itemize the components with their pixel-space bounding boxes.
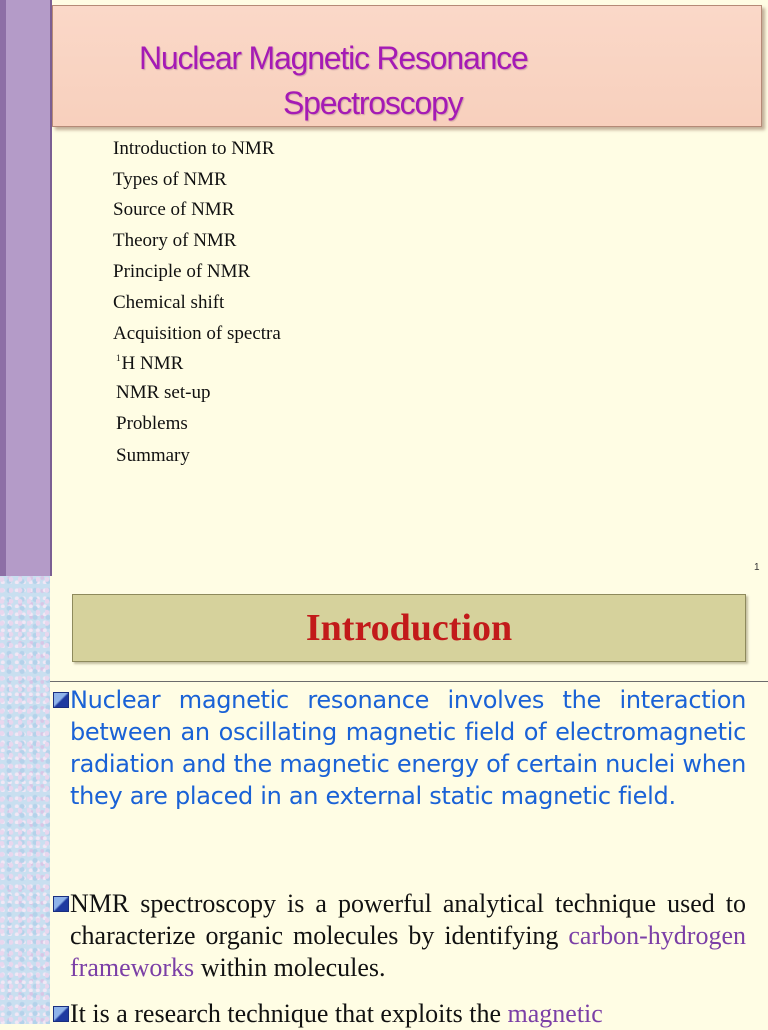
paragraph-2-text: NMR spectroscopy is a powerful analytical technique used to characterize organic molecules by identifying (70, 889, 746, 950)
slide-2-sidebar (0, 576, 50, 1024)
toc-item: Chemical shift (113, 292, 225, 313)
title-box (52, 5, 762, 127)
page-number: 1 (754, 562, 760, 573)
toc-item: Types of NMR (113, 169, 227, 190)
square-bullet-icon (53, 692, 69, 708)
paragraph-2 (70, 888, 746, 984)
paragraph-3 (70, 998, 746, 1030)
superscript: 1 (116, 353, 121, 363)
section-heading: Introduction (305, 607, 513, 649)
toc-item: Problems (116, 413, 188, 434)
square-bullet-icon (53, 1006, 69, 1022)
toc-item-label: H NMR (121, 353, 184, 374)
slide-1-sidebar (0, 0, 52, 576)
title-line-2: Spectroscopy (283, 85, 463, 121)
paragraph-3-highlight: magnetic (507, 999, 603, 1028)
title-line-1: Nuclear Magnetic Resonance (139, 40, 528, 76)
toc-item: Principle of NMR (113, 261, 251, 282)
toc-item: Theory of NMR (113, 230, 237, 251)
paragraph-3-text: It is a research technique that exploits the (70, 999, 508, 1028)
slide-2 (0, 576, 768, 1028)
toc-item-h-nmr (116, 353, 183, 375)
divider (50, 681, 768, 682)
heading-box (72, 594, 746, 662)
toc-item: Source of NMR (113, 199, 235, 220)
square-bullet-icon (53, 896, 69, 912)
paragraph-1: Nuclear magnetic resonance involves the interaction between an oscillating magnetic field of electromagnetic radiation and the magnetic energy of certain nuclei when they are placed in an external static magnetic field. (70, 686, 746, 810)
toc-item: Introduction to NMR (113, 138, 275, 159)
paragraph-2-highlight: carbon-hydrogen frameworks (70, 921, 746, 982)
sidebar-edge (0, 0, 6, 576)
toc-item: Summary (116, 445, 190, 466)
toc-item: NMR set-up (116, 382, 211, 403)
toc-item: Acquisition of spectra (113, 323, 281, 344)
paragraph-2-text-end: within molecules. (194, 953, 386, 982)
